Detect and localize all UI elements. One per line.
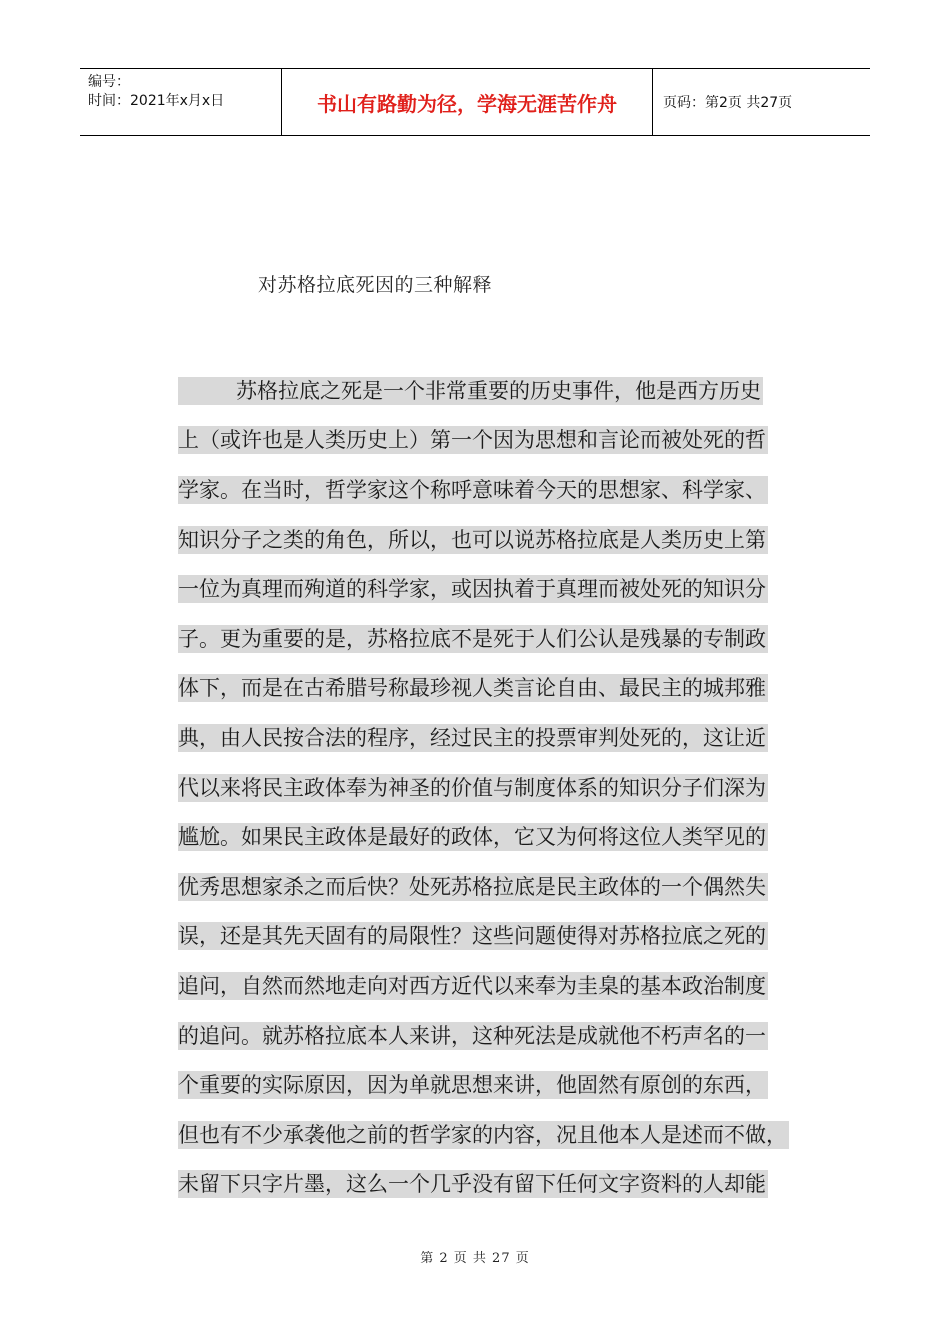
document-title: 对苏格拉底死因的三种解释	[258, 274, 493, 296]
text-line: 追问，自然而然地走向对西方近代以来奉为圭臬的基本政治制度	[178, 973, 766, 998]
text-line: 上（或许也是人类历史上）第一个因为思想和言论而被处死的哲	[178, 428, 766, 453]
page-footer: 第 2 页 共 27 页	[420, 1251, 530, 1266]
header-page-info	[653, 69, 870, 135]
text-line: 一位为真理而殉道的科学家，或因执着于真理而被处死的知识分	[178, 577, 766, 602]
body-paragraph	[178, 366, 838, 1209]
text-line: 学家。在当时，哲学家这个称呼意味着今天的思想家、科学家、	[178, 477, 766, 502]
text-line: 尴尬。如果民主政体是最好的政体，它又为何将这位人类罕见的	[178, 825, 766, 850]
text-line: 代以来将民主政体奉为神圣的价值与制度体系的知识分子们深为	[178, 775, 766, 800]
motto-text: 书山有路勤为径，学海无涯苦作舟	[317, 91, 617, 116]
text-line: 苏格拉底之死是一个非常重要的历史事件，他是西方历史	[178, 366, 838, 416]
text-line: 优秀思想家杀之而后快？处死苏格拉底是民主政体的一个偶然失	[178, 874, 766, 899]
text-line: 个重要的实际原因，因为单就思想来讲，他固然有原创的东西，	[178, 1073, 766, 1098]
header-meta	[80, 69, 282, 135]
text-line: 未留下只字片墨，这么一个几乎没有留下任何文字资料的人却能	[178, 1172, 766, 1197]
text-line: 体下，而是在古希腊号称最珍视人类言论自由、最民主的城邦雅	[178, 676, 766, 701]
header-motto	[282, 69, 653, 135]
text-line: 典，由人民按合法的程序，经过民主的投票审判处死的，这让近	[178, 725, 766, 750]
page-info-text: 页码：第2页 共27页	[663, 95, 793, 111]
document-number-label: 编号：	[88, 74, 130, 90]
text-line: 子。更为重要的是，苏格拉底不是死于人们公认是残暴的专制政	[178, 626, 766, 651]
text-line: 但也有不少承袭他之前的哲学家的内容，况且他本人是述而不做，	[178, 1122, 787, 1147]
page-header	[80, 68, 870, 136]
text-line: 的追问。就苏格拉底本人来讲，这种死法是成就他不朽声名的一	[178, 1023, 766, 1048]
document-time: 时间：2021年x月x日	[88, 93, 225, 109]
text-line: 知识分子之类的角色，所以，也可以说苏格拉底是人类历史上第	[178, 527, 766, 552]
text-line: 误，还是其先天固有的局限性？这些问题使得对苏格拉底之死的	[178, 924, 766, 949]
